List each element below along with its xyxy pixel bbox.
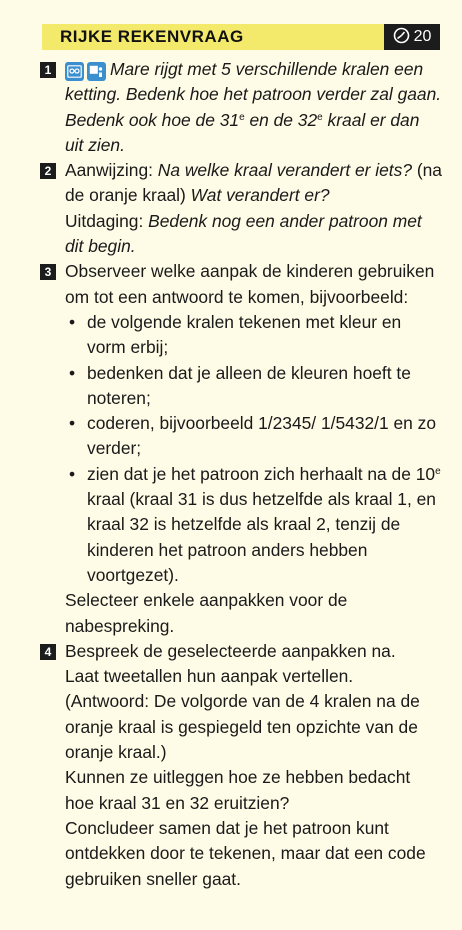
list-item: • bedenken dat je alleen de kleuren hoeft te noteren; (65, 361, 442, 412)
step3-intro: Observeer welke aanpak de kinderen gebruiken om tot een antwoord te komen, bijvoorbeeld: (65, 261, 435, 307)
step4-answer: (Antwoord: De volgorde van de 4 kralen na de oranje kraal is gespiegeld ten opzichte van de oranje kraal.) (65, 691, 420, 763)
clock-icon (393, 27, 410, 48)
step1-text-a: Mare rijgt met 5 verschillende kralen een ketting. Bedenk hoe het patroon verder zal gaan. Bedenk ook hoe de 31 (65, 59, 442, 130)
list-item (65, 462, 442, 588)
ordinal-suffix: e (239, 111, 245, 123)
step1-text-c: kraal er dan uit zien. (65, 109, 420, 155)
section-title: RIJKE REKENVRAAG (60, 27, 244, 46)
hint-parenthetical: (na de oranje kraal) (65, 160, 442, 206)
section-header (42, 24, 440, 50)
step3-outro: Selecteer enkele aanpakken voor de nabespreking. (65, 590, 348, 636)
group-discussion-icon (65, 62, 84, 81)
hint-question-2: Wat verandert er? (190, 185, 330, 206)
hint-label: Aanwijzing: (65, 160, 158, 181)
step-4 (40, 639, 442, 892)
step-number: 2 (40, 163, 56, 179)
ordinal-suffix: e (317, 111, 323, 123)
step4-conclusion: Concludeer samen dat je het patroon kunt ontdekken door te tekenen, maar dat een code gebruiken sneller gaat. (65, 817, 426, 889)
challenge-text: Bedenk nog een ander patroon met dit begin. (65, 210, 422, 257)
list-item: • de volgende kralen tekenen met kleur en vorm erbij; (65, 310, 442, 361)
bullet4-text-b: kraal (kraal 31 is dus hetzelfde als kraal 1, en kraal 32 is hetzelfde als kraal 2, tenzij de kinderen het patroon anders hebben voortgezet). (87, 489, 436, 585)
challenge-label: Uitdaging: (65, 210, 149, 231)
step-2 (40, 158, 442, 259)
task-content (40, 57, 442, 892)
step4-paragraph: Laat tweetallen hun aanpak vertellen. (65, 666, 354, 687)
hint-question-1: Na welke kraal verandert er iets? (157, 160, 413, 181)
approach-list (65, 310, 442, 588)
activity-icons (65, 62, 106, 81)
list-item: • coderen, bijvoorbeeld 1/2345/ 1/5432/1 en zo verder; (65, 411, 442, 462)
time-minutes: 20 (413, 28, 432, 45)
step-number: 4 (40, 644, 56, 660)
step-number: 1 (40, 62, 56, 78)
step4-paragraph: Bespreek de geselecteerde aanpakken na. (65, 640, 396, 661)
board-icon (87, 62, 106, 81)
ordinal-suffix: e (435, 465, 441, 477)
bullet4-text-a: zien dat je het patroon zich herhaalt na de 10 (87, 463, 436, 484)
step-3 (40, 259, 442, 638)
step-1 (40, 57, 442, 158)
step4-paragraph: Kunnen ze uitleggen hoe ze hebben bedacht hoe kraal 31 en 32 eruitzien? (65, 767, 411, 813)
step-number: 3 (40, 264, 56, 280)
time-badge (384, 24, 440, 50)
step1-text-b: en de 32 (244, 109, 318, 130)
